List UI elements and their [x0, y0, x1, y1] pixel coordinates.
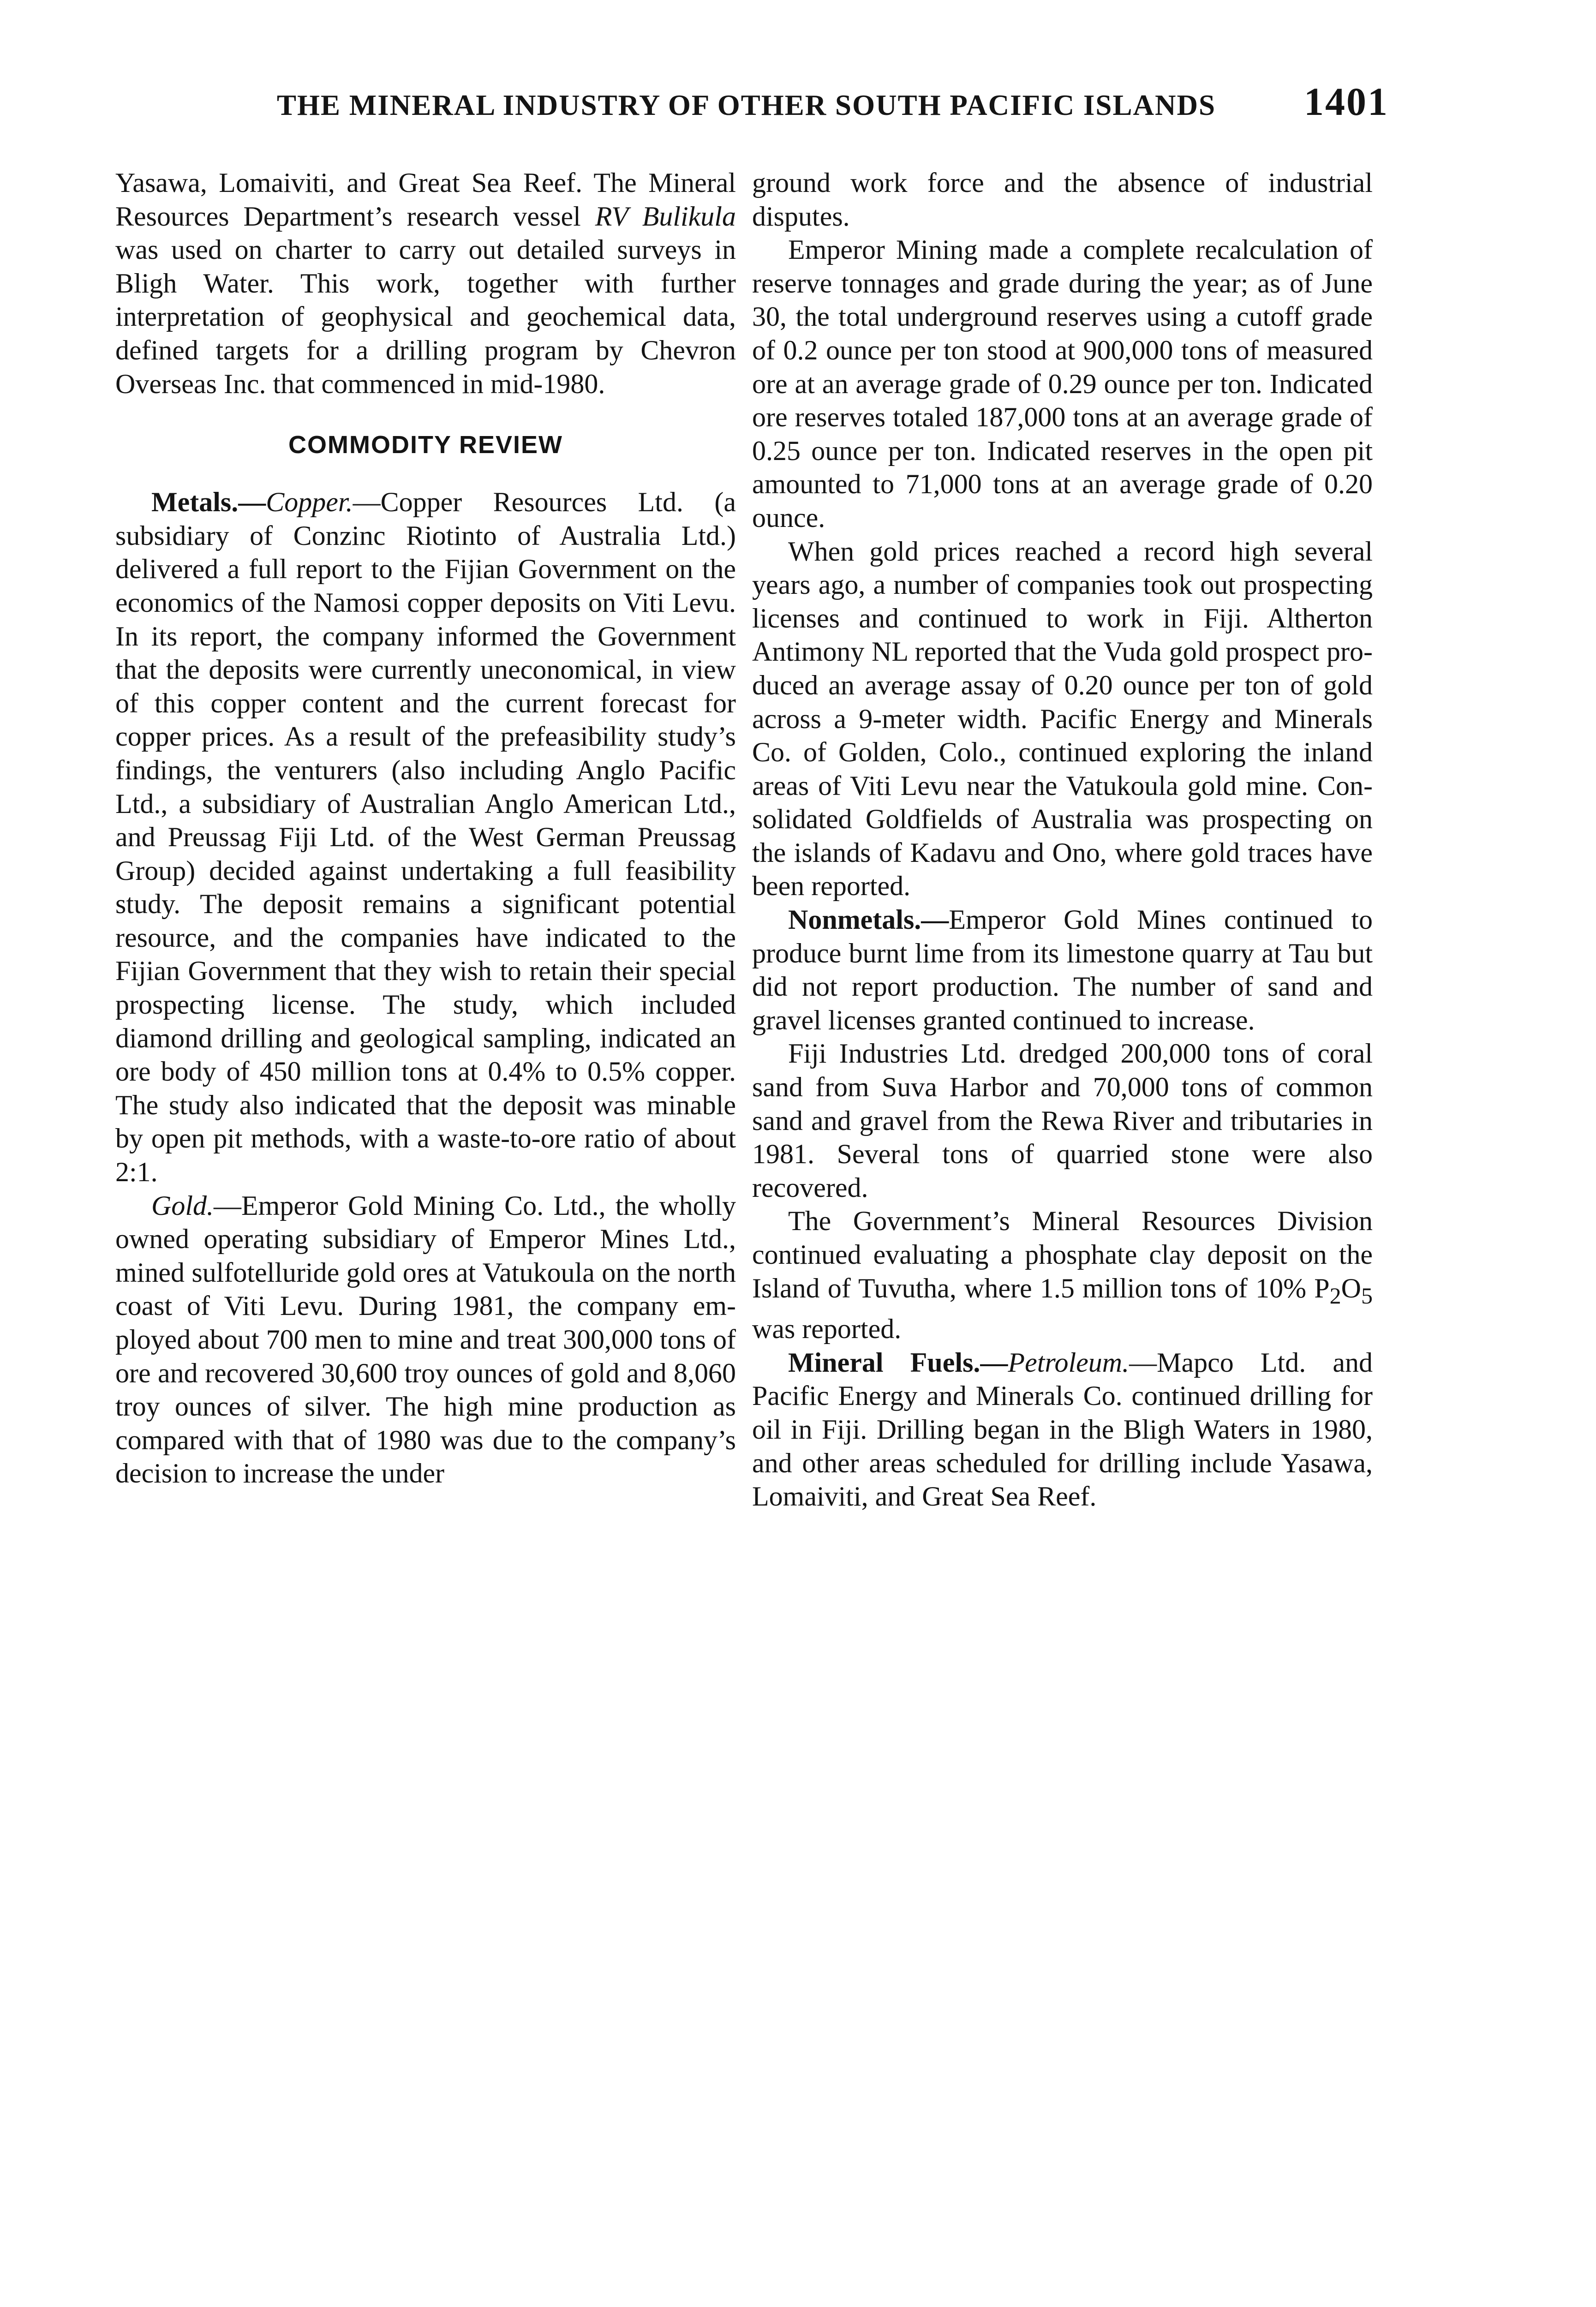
copper-paragraph	[115, 485, 736, 1189]
left-column	[115, 166, 736, 1490]
phosphate-text-a: The Government’s Mineral Resources Division continued evaluating a phosphate clay deposit on the Island of Tuvutha, where 1.5 million tons of 10% P	[752, 1206, 1373, 1303]
metals-lead: Metals.—	[151, 487, 266, 518]
fuels-lead: Mineral Fuels.—	[788, 1347, 1008, 1378]
page-number: 1401	[1304, 79, 1389, 124]
copper-subhead: Copper.	[266, 487, 353, 518]
running-title: THE MINERAL INDUSTRY OF OTHER SOUTH PACIFIC ISLANDS	[277, 89, 1216, 121]
nonmetals-text: Emperor Gold Mines continued to produce burnt lime from its limestone quarry at Tau but did not report production. The number of sand and gravel licenses granted continued to increase.	[752, 904, 1373, 1035]
phosphate-text-c: was reported.	[752, 1314, 902, 1345]
right-column	[752, 166, 1373, 1513]
nonmetals-paragraph	[752, 903, 1373, 1037]
fuels-text: —Mapco Ltd. and Pacific Energy and Minerals Co. continued drilling for oil in Fiji. Drilling began in the Bligh Waters in 1980, and other areas scheduled for drilling include Yasawa, Lomaiviti, and Great Sea Reef.	[752, 1347, 1373, 1512]
nonmetals-lead: Nonmetals.—	[788, 904, 949, 935]
formula-subscript-5: 5	[1361, 1282, 1373, 1309]
intro-text-b: was used on charter to carry out detailed surveys in Bligh Water. This work, together with further interpretation of geophysical and geochemical data, defined targets for a drilling program by Chevron Overseas Inc. that commenced in mid-1980.	[115, 234, 736, 399]
fiji-industries-paragraph: Fiji Industries Ltd. dredged 200,000 tons of coral sand from Suva Harbor and 70,000 tons of common sand and gravel from the Rewa River and tributaries in 1981. Several tons of quarried stone were also recovered.	[752, 1038, 1373, 1203]
intro-text-a: Yasawa, Lomaiviti, and Great Sea Reef. The Mineral Resources Department’s research vessel	[115, 167, 736, 232]
intro-paragraph	[115, 166, 736, 400]
gold-subhead: Gold.	[151, 1190, 214, 1221]
phosphate-text-b: O	[1341, 1273, 1361, 1303]
vessel-name: RV Bulikula	[595, 201, 736, 232]
gold-text: —Emperor Gold Mining Co. Ltd., the wholly owned operating subsidiary of Emperor Mines Ltd., mined sulfotelluride gold ores at Vatukoula on the north coast of Viti Levu. During 1981, the company employed about 700 men to mine and treat 300,000 tons of ore and recovered 30,600 troy ounces of gold and 8,060 troy ounces of silver. The high mine production as compared with that of 1980 was due to the company’s decision to increase the under	[115, 1190, 736, 1489]
running-head	[277, 78, 1389, 124]
continued-paragraph: ground work force and the absence of industrial disputes.	[752, 167, 1373, 232]
formula-subscript-2: 2	[1329, 1282, 1341, 1309]
phosphate-paragraph	[752, 1204, 1373, 1345]
gold-paragraph	[115, 1189, 736, 1490]
copper-text: —Copper Resources Ltd. (a subsidiary of Conzinc Riotinto of Australia Ltd.) delivered a full report to the Fijian Government on the economics of the Namosi copper deposits on Viti Levu. In its report, the company informed the Government that the deposits were currently uneconomical, in view of this copper content and the current forecast for copper prices. As a result of the prefeasibility study’s findings, the venturers (also including Anglo Pacific Ltd., a subsidiary of Australian Anglo American Ltd., and Preussag Fiji Ltd. of the West German Preussag Group) decided against undertaking a full feasibility study. The deposit remains a significant potential resource, and the companies have indicated to the Fijian Government that they wish to retain their special prospecting license. The study, which included diamond drilling and geological sampling, indicated an ore body of 450 million tons at 0.4% to 0.5% copper. The study also indicated that the deposit was minable by open pit methods, with a waste-to-ore ratio of about 2:1.	[115, 487, 736, 1188]
fuels-paragraph	[752, 1346, 1373, 1513]
petroleum-subhead: Petroleum.	[1008, 1347, 1130, 1378]
section-heading: COMMODITY REVIEW	[288, 431, 563, 459]
reserves-paragraph: Emperor Mining made a complete recalculation of reserve tonnages and grade during the year; as of June 30, the total underground reserves using a cutoff grade of 0.2 ounce per ton stood at 900,000 tons of measured ore at an average grade of 0.29 ounce per ton. Indicated ore reserves totaled 187,000 tons at an average grade of 0.25 ounce per ton. Indicated reserves in the open pit amounted to 71,000 tons at an average grade of 0.20 ounce.	[752, 234, 1373, 533]
prospecting-paragraph: When gold prices reached a record high several years ago, a number of companies took out prospecting licenses and continued to work in Fiji. Altherton Antimony NL reported that the Vuda gold prospect produced an average assay of 0.20 ounce per ton of gold across a 9-meter width. Pacific Energy and Minerals Co. of Golden, Colo., continued exploring the inland areas of Viti Levu near the Vatukoula gold mine. Consolidated Goldfields of Australia was prospecting on the islands of Kadavu and Ono, where gold traces have been reported.	[752, 536, 1373, 902]
